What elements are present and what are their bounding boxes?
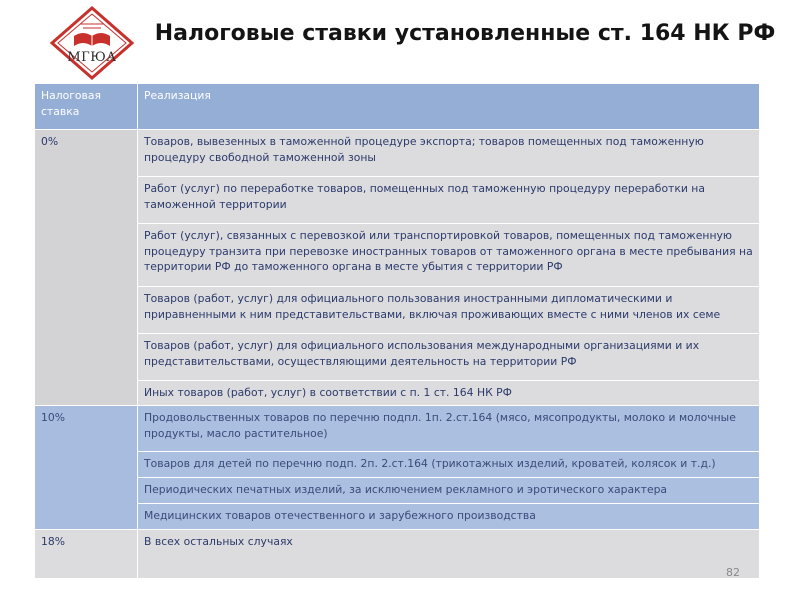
table-cell: В всех остальных случаях [138,530,760,579]
table-cell: Работ (услуг) по переработке товаров, помещенных под таможенную процедуру переработки на таможенной территории [138,177,760,224]
table-row [35,478,760,504]
table-row [35,177,760,224]
logo-emblem-icon [50,6,134,80]
table-row [35,452,760,478]
page-number: 82 [726,566,740,579]
table-row [35,130,760,177]
table-cell: Работ (услуг), связанных с перевозкой или транспортировкой товаров, помещенных под таможенную процедуру транзита при перевозке иностранных товаров от таможенного органа в месте пребывания на территории РФ до таможенного органа в месте убытия с территории РФ [138,224,760,287]
rate-cell: 0% [35,130,138,406]
header-rate: Налоговая ставка [35,84,138,130]
logo [50,6,134,80]
tax-rates-table [34,83,760,579]
table-cell: Товаров для детей по перечню подп. 2п. 2.ст.164 (трикотажных изделий, кроватей, колясок и т.д.) [138,452,760,478]
table-row [35,504,760,530]
rate-cell: 18% [35,530,138,579]
table-cell: Товаров (работ, услуг) для официального использования международными организациями и их представительствами, осуществляющими деятельность на территории РФ [138,334,760,381]
table-cell: Продовольственных товаров по перечню подпл. 1п. 2.ст.164 (мясо, мясопродукты, молоко и молочные продукты, масло растительное) [138,406,760,452]
table-cell: Товаров, вывезенных в таможенной процедуре экспорта; товаров помещенных под таможенную процедуру свободной таможенной зоны [138,130,760,177]
table-row [35,334,760,381]
table-row [35,530,760,579]
table-row [35,287,760,334]
table-row [35,381,760,406]
header-realization: Реализация [138,84,760,130]
table-row [35,406,760,452]
table-cell: Иных товаров (работ, услуг) в соответствии с п. 1 ст. 164 НК РФ [138,381,760,406]
table-cell: Периодических печатных изделий, за исключением рекламного и эротического характера [138,478,760,504]
table-row [35,224,760,287]
table-header-row [35,84,760,130]
rate-cell: 10% [35,406,138,530]
table-cell: Медицинских товаров отечественного и зарубежного производства [138,504,760,530]
page-title: Налоговые ставки установленные ст. 164 НК РФ [154,21,776,46]
logo-text: МГЮА [67,50,117,65]
table-cell: Товаров (работ, услуг) для официального пользования иностранными дипломатическими и приравненными к ним представительствами, включая проживающих вместе с ними членов их семе [138,287,760,334]
